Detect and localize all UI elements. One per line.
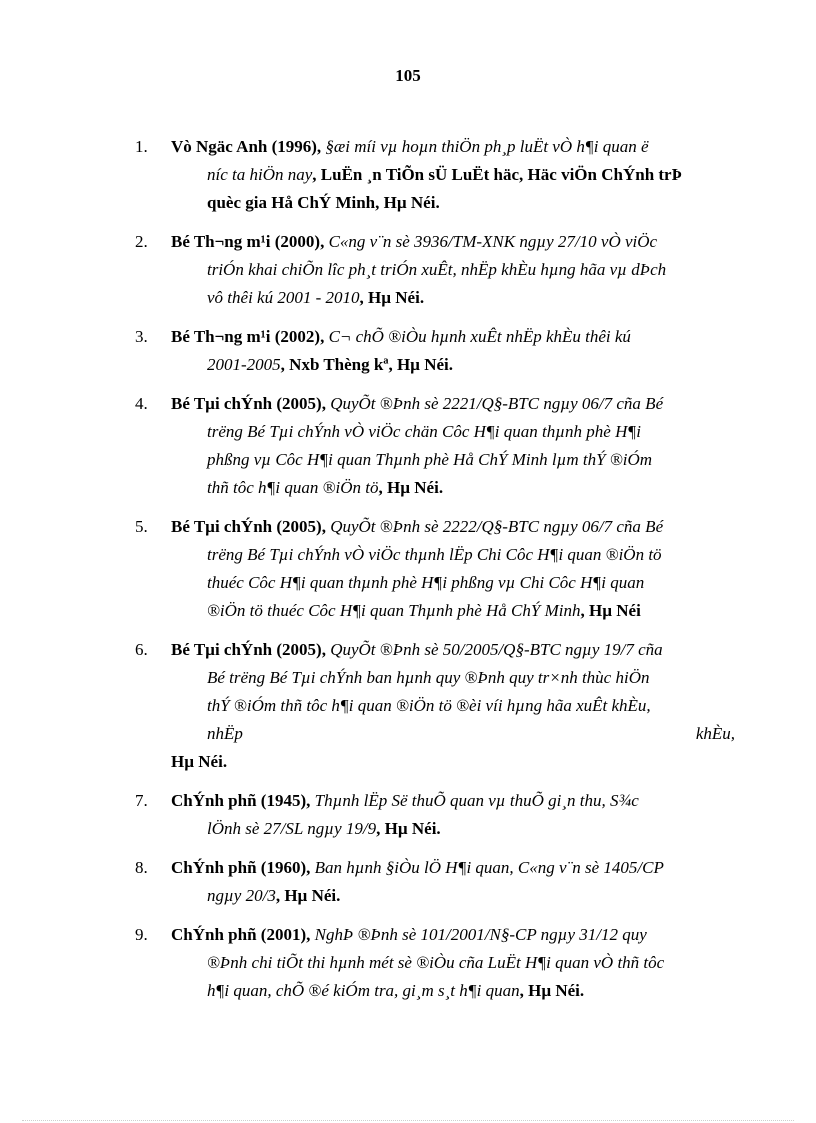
- reference-number: 4.: [135, 394, 148, 413]
- reference-line: [171, 513, 735, 541]
- reference-title-text: vô thêi kú 2001 - 2010: [207, 288, 360, 307]
- reference-author-text: ChÝnh phñ (1960),: [171, 858, 315, 877]
- reference-title-text: §æi míi vµ hoµn thiÖn ph¸p luËt vÒ h¶i quan ë: [325, 137, 649, 156]
- reference-number: 5.: [135, 517, 148, 536]
- reference-text: [135, 787, 735, 843]
- reference-line: [171, 228, 735, 256]
- reference-line: [171, 351, 735, 379]
- page-number: 105: [395, 66, 421, 85]
- reference-number: 9.: [135, 925, 148, 944]
- reference-author-text: , Hµ Néi.: [378, 478, 444, 497]
- reference-item: [135, 513, 735, 625]
- reference-number: 7.: [135, 791, 148, 810]
- reference-title-text: khÈu,: [695, 724, 735, 743]
- reference-title-text: C¬ chÕ ®iÒu hµnh xuÊt nhËp khÈu thêi kú: [328, 327, 631, 346]
- reference-author-text: , Hµ Néi: [580, 601, 641, 620]
- reference-line: [171, 256, 735, 284]
- reference-item: [135, 921, 735, 1005]
- reference-title-text: ®Þnh chi tiÕt thi hµnh mét sè ®iÒu cña LuËt H¶i quan vÒ thñ tôc: [207, 953, 665, 972]
- reference-title-text: C«ng v¨n sè 3936/TM-XNK ngµy 27/10 vÒ viÖc: [328, 232, 658, 251]
- reference-title-text: trëng Bé Tµi chÝnh vÒ viÖc chän Côc H¶i quan thµnh phè H¶i: [207, 422, 641, 441]
- reference-line: [171, 949, 735, 977]
- reference-title-text: Thµnh lËp Së thuÕ quan vµ thuÕ gi¸n thu, S¾c: [314, 791, 639, 810]
- reference-line: [171, 787, 735, 815]
- reference-number: 8.: [135, 858, 148, 877]
- reference-title-text: QuyÕt ®Þnh sè 50/2005/Q§-BTC ngµy 19/7 cña: [330, 640, 663, 659]
- reference-author-text: Bé Tµi chÝnh (2005),: [171, 517, 331, 536]
- reference-author-text: quèc gia Hå ChÝ Minh, Hµ Néi.: [207, 193, 440, 212]
- reference-title-text: níc ta hiÖn nay: [207, 165, 313, 184]
- reference-author-text: , Hµ Néi.: [519, 981, 585, 1000]
- reference-text: [135, 921, 735, 1005]
- reference-item: [135, 390, 735, 502]
- reference-text: [135, 854, 735, 910]
- reference-text: [135, 133, 735, 217]
- reference-author-text: Bé Tµi chÝnh (2005),: [171, 640, 331, 659]
- reference-list: [135, 133, 735, 1016]
- reference-line: [171, 446, 735, 474]
- reference-line: [171, 474, 735, 502]
- reference-line: [171, 284, 735, 312]
- reference-text: [135, 323, 735, 379]
- reference-line: [171, 390, 735, 418]
- reference-author-text: , LuËn ¸n TiÕn sÜ LuËt häc, Häc viÖn ChÝnh trÞ: [312, 165, 682, 184]
- reference-line: [171, 569, 735, 597]
- reference-line: [171, 921, 735, 949]
- reference-title-text: phßng vµ Côc H¶i quan Thµnh phè Hå ChÝ Minh lµm thÝ ®iÓm: [207, 450, 653, 469]
- reference-title-text: ngµy 20/3: [207, 886, 276, 905]
- reference-title-text: Bé trëng Bé Tµi chÝnh ban hµnh quy ®Þnh quy tr×nh thùc hiÖn: [207, 668, 650, 687]
- reference-line: [171, 720, 735, 748]
- reference-text: [135, 228, 735, 312]
- reference-author-text: Bé Tµi chÝnh (2005),: [171, 394, 331, 413]
- reference-line: [171, 882, 735, 910]
- reference-line: [171, 541, 735, 569]
- reference-number: 3.: [135, 327, 148, 346]
- reference-author-text: Vò Ngäc Anh (1996),: [171, 137, 326, 156]
- reference-item: [135, 228, 735, 312]
- reference-title-text: thuéc Côc H¶i quan thµnh phè H¶i phßng vµ Chi Côc H¶i quan: [207, 573, 645, 592]
- reference-title-text: triÓn khai chiÕn lîc ph¸t triÓn xuÊt, nhËp khÈu hµng hãa vµ dÞch: [207, 260, 667, 279]
- reference-author-text: Bé Th¬ng m¹i (2000),: [171, 232, 329, 251]
- reference-line: [171, 636, 735, 664]
- reference-title-text: 2001-2005: [207, 355, 281, 374]
- reference-author-text: Bé Th¬ng m¹i (2002),: [171, 327, 329, 346]
- reference-line: [171, 418, 735, 446]
- reference-number: 2.: [135, 232, 148, 251]
- reference-text: [135, 513, 735, 625]
- reference-number: 1.: [135, 137, 148, 156]
- reference-line: [171, 161, 735, 189]
- reference-author-text: , Hµ Néi.: [275, 886, 341, 905]
- reference-number: 6.: [135, 640, 148, 659]
- reference-line: [171, 977, 735, 1005]
- reference-line: [171, 133, 735, 161]
- reference-line: [171, 854, 735, 882]
- reference-line: [171, 692, 735, 720]
- reference-author-text: ChÝnh phñ (1945),: [171, 791, 315, 810]
- reference-title-text: NghÞ ®Þnh sè 101/2001/N§-CP ngµy 31/12 quy: [314, 925, 647, 944]
- reference-item: [135, 323, 735, 379]
- reference-item: [135, 133, 735, 217]
- reference-author-text: , Hµ Néi.: [359, 288, 425, 307]
- reference-line: [171, 597, 735, 625]
- reference-author-text: Hµ Néi.: [171, 752, 228, 771]
- reference-title-text: QuyÕt ®Þnh sè 2221/Q§-BTC ngµy 06/7 cña Bé: [330, 394, 664, 413]
- reference-line: [171, 323, 735, 351]
- reference-title-text: h¶i quan, chÕ ®é kiÓm tra, gi¸m s¸t h¶i quan: [207, 981, 520, 1000]
- reference-author-text: , Nxb Thèng kª, Hµ Néi.: [280, 355, 454, 374]
- reference-author-text: ChÝnh phñ (2001),: [171, 925, 315, 944]
- page-bottom-divider: [22, 1120, 794, 1121]
- reference-item: [135, 787, 735, 843]
- reference-title-text: thñ tôc h¶i quan ®iÖn tö: [207, 478, 379, 497]
- reference-line: [171, 189, 735, 217]
- reference-title-text: trëng Bé Tµi chÝnh vÒ viÖc thµnh lËp Chi Côc H¶i quan ®iÖn tö: [207, 545, 662, 564]
- reference-title-text: Ban hµnh §iÒu lÖ H¶i quan, C«ng v¨n sè 1405/CP: [314, 858, 664, 877]
- reference-title-text: ®iÖn tö thuéc Côc H¶i quan Thµnh phè Hå ChÝ Minh: [207, 601, 581, 620]
- reference-item: [135, 854, 735, 910]
- reference-title-text: nhËp: [207, 724, 243, 743]
- reference-author-text: , Hµ Néi.: [376, 819, 441, 838]
- reference-item: [135, 636, 735, 776]
- reference-line: [171, 748, 735, 776]
- reference-title-text: lÖnh sè 27/SL ngµy 19/9: [207, 819, 377, 838]
- reference-text: [135, 636, 735, 776]
- reference-text: [135, 390, 735, 502]
- reference-title-text: QuyÕt ®Þnh sè 2222/Q§-BTC ngµy 06/7 cña Bé: [330, 517, 664, 536]
- reference-line: [171, 664, 735, 692]
- reference-title-text: thÝ ®iÓm thñ tôc h¶i quan ®iÖn tö ®èi víi hµng hãa xuÊt khÈu,: [207, 696, 651, 715]
- reference-line: [171, 815, 735, 843]
